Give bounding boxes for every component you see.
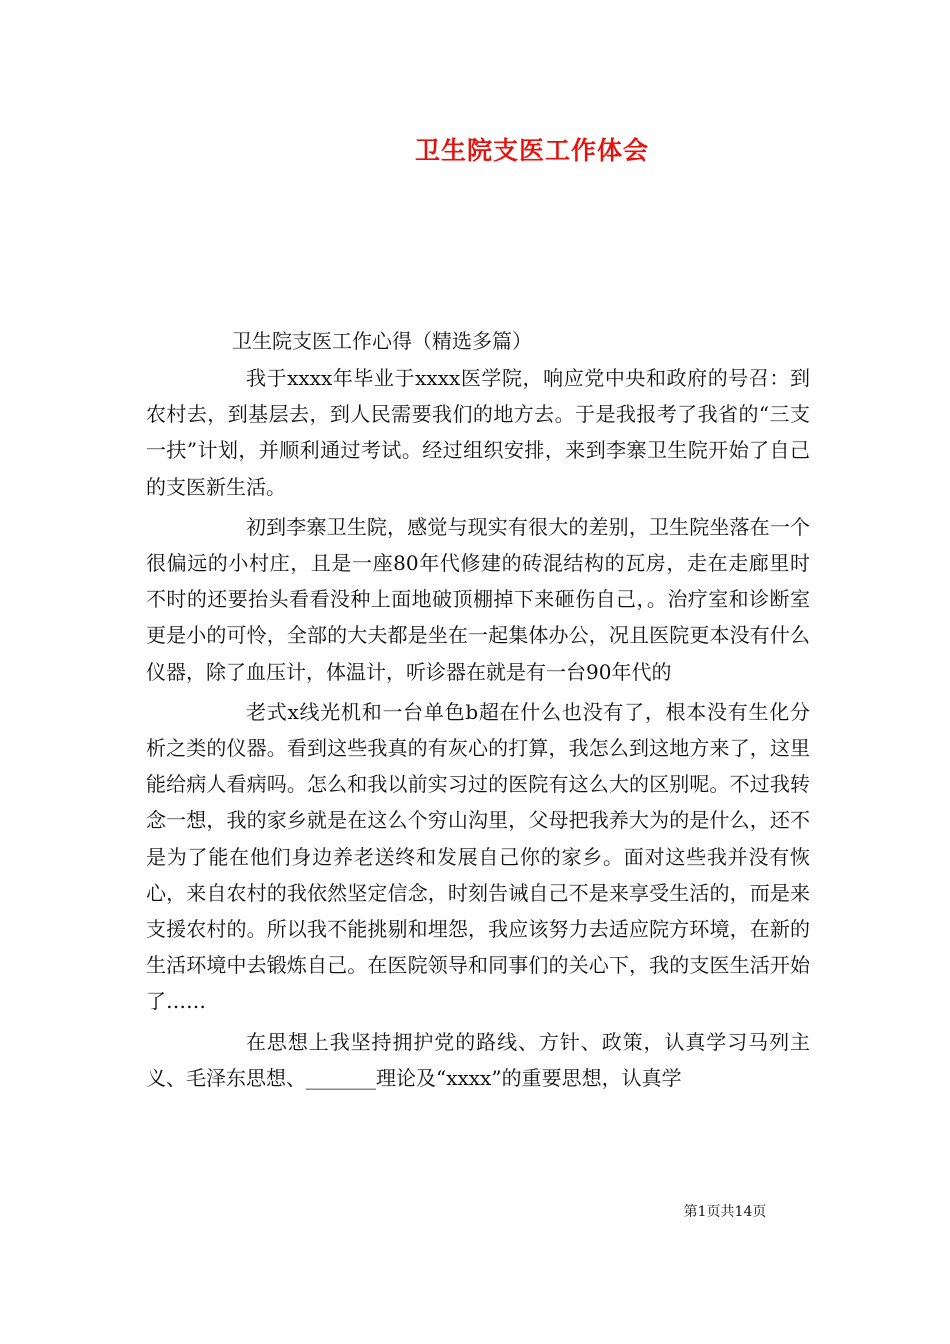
- page-footer: 第1页共14页: [683, 1204, 767, 1220]
- body-paragraph: 老式x线光机和一台单色b超在什么也没有了，根本没有生化分析之类的仪器。看到这些我真的有灰心的打算，我怎么到这地方来了，这里能给病人看病吗。怎么和我以前实习过的医院有这么大的区别呢。不过我转念一想，我的家乡就是在这么个穷山沟里，父母把我养大为的是什么，还不是为了能在他们身边养老送终和发展自己你的家乡。面对这些我并没有恢心，来自农村的我依然坚定信念，时刻告诫自己不是来享受生活的，而是来支援农村的。所以我不能挑剔和埋怨，我应该努力去适应院方环境，在新的生活环境中去锻炼自己。在医院领导和同事们的关心下，我的支医生活开始了……: [146, 699, 810, 1014]
- body-paragraph: 在思想上我坚持拥护党的路线、方针、政策，认真学习马列主义、毛泽东思想、_______理论及“xxxx”的重要思想，认真学: [146, 1029, 810, 1090]
- document-body: [146, 360, 810, 1096]
- document-subtitle: 卫生院支医工作心得（精选多篇）: [232, 329, 532, 353]
- body-paragraph: 我于xxxx年毕业于xxxx医学院，响应党中央和政府的号召：到农村去，到基层去，到人民需要我们的地方去。于是我报考了我省的“三支一扶”计划，并顺利通过考试。经过组织安排，来到李寨卫生院开始了自己的支医新生活。: [146, 366, 810, 499]
- page-title: 卫生院支医工作体会: [414, 136, 649, 165]
- body-paragraph: 初到李寨卫生院，感觉与现实有很大的差别，卫生院坐落在一个很偏远的小村庄，且是一座80年代修建的砖混结构的瓦房，走在走廊里时不时的还要抬头看看没种上面地破顶棚掉下来砸伤自己，。治疗室和诊断室更是小的可怜，全部的大夫都是坐在一起集体办公，况且医院更本没有什么仪器，除了血压计，体温计，听诊器在就是有一台90年代的: [146, 514, 810, 684]
